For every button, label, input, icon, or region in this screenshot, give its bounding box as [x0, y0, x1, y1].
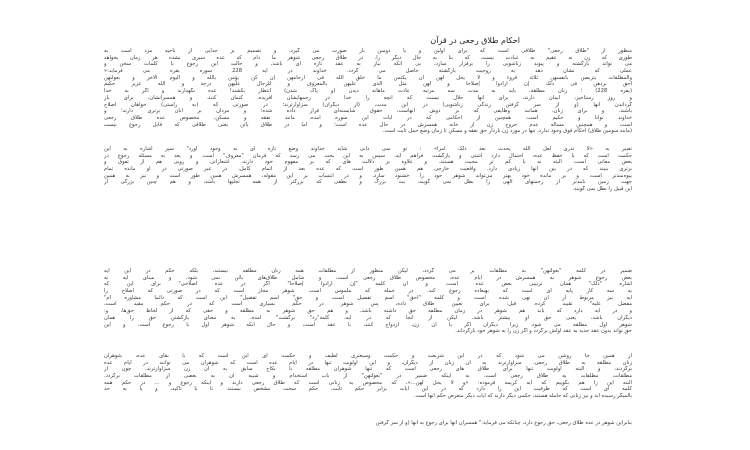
paragraph-line: است، و همچنین مسأله عدم خروج زن از خانه همسرش در حال عده است؛ و اما در طلاق بائن یعنی طلاقی که قابل رجوع نیست	[104, 121, 632, 128]
paragraph-3	[104, 268, 632, 335]
paragraph-line: (مانند سومین طلاق) احکام فوق وجود ندارد، تنها در مورد زن باردار حق نفقه و مسکن تا زمان وضع حمل ثابت است.	[382, 128, 632, 135]
paragraph-line: زنان مطلقه به طلاق رجعی، سزاوارترند به آن زنان از دیگران، و این اولویت تنها در ایام عده است که شوهران می توانند در ایام عده	[104, 359, 632, 366]
paragraph-line: به سه کار پایه ای است که بهبعاده رجوع کند. در جمله که ملموس است، شوهر مجاز است که در صورتی که اصلاح را	[104, 288, 632, 295]
paragraph-line: أحق بردهن فی ذلک إن أرادوا إصلاحا و لهن مثل الذی علیهن بالمعروف و للرجال علیهن درجة و الله عزیز حکیم	[104, 81, 632, 88]
paragraph-line: اشاره "ذلک" همان ترتیبی بعض عده است، و آن کلمه "إن أرادوا إصلاحا" اگر در عده اصلاحی" برای این که	[104, 281, 632, 288]
paragraph-line: کلمه ای است که ظرفیت این را دارد که در این آیات برابر حکم ثابت، حکم سخت مشخص نیستند. تا با تأکید، و یا به حد	[104, 386, 632, 393]
paragraph-line: باشند. و برای زنان، همانند وظایفی که بر دوش آنهاست، حقوق شایسته‌ای قرار داده شده؛ و مردان بر آنان برتری دارند؛ و	[104, 108, 632, 115]
paragraph-line: بعض رجوع شوهر به همسرش در ایام عده، مخصوص طلاق رجعی است، و شامل طلاق‌های بائن نمی شود، و مبنای آیه به	[104, 274, 632, 281]
paragraph-line: البته این را هم بگوییم که آیه کریمه فرموده: «و لا یحل لهن...»، که مخصوص به زنانی است که طلاق رجعی دارند و اینکه رجوع و ... در حکم همه	[104, 379, 632, 386]
paragraph-line: بالمیگر رسیده اند و نیز زنانی که حامله هستند، حکمی دیگر دارند که آیات دیگر متعرض حکم آنها است.	[413, 393, 632, 400]
paragraph-line: بنابراین شوهر در عده طلاق رجعی، حق رجوع دارد، چنانکه می فرماید:" همسران آنها برای رجوع به آنها (و از سر گرفتن	[375, 420, 632, 426]
paragraph-line: جهت زمین نامدتر از رحمتهای الهی را بطل نمی گویند، بت بزرگ و نطقی که بزرگتر از همه تجلیها باشد، و هم چنین بزرگی از	[104, 179, 632, 186]
paragraph-line: ضمیر در کلمه "بعولتهن" به مطلقات بر می گردد، لیکن منظور از مطلقات همه زنان مطلقه نیستند، بلکه حکم در این آیه	[104, 268, 632, 274]
paragraph-line: دیگران باشد، یعنی حق او بیشتر باشد. لیکن از آنجا که در آیه، کلمه"رد" برگشت" آمده، به معنای بازگشتن حق را همان	[104, 314, 632, 321]
paragraph-line: شوهر اول مطلقه می شود. زیرا دیگران اگر با آن زن، ازدواج کنند، با عقد است، و حال آنکه شوهر اول با رجوع است، و این	[104, 321, 632, 328]
paragraph-line: (بقره 228) ؛ زنان مطلقه، باید به مدت سه مرتبه عادت ماهانه دیدن (و پاک شدن) انتظار بکشند! عده نگهدارند و اگر به خدا	[104, 88, 632, 95]
paragraph-line: حق تواند بدون عقد جدید به عقد اولش برگردد و اگر زن را به شوهر خود بازگرداند.	[455, 328, 632, 335]
paragraph-line: بعض معانی است، البته نه با کم تر محبت هستند. و علاوه بر دلالت های که بر مفهوم خود دارند، اشعاراتی و رویی هم از تفوق و	[104, 159, 632, 166]
paragraph-line: برتری ببیند که در بین آنها زیادی دارد. واقعیت خارجی هم همین طور است که عده بعد از اتمام کامل، در غیر صورتی در او مانده تمام	[104, 166, 632, 173]
paragraph-line: این قبیل را بطل نمی گویند.	[572, 186, 632, 193]
paragraph-line: گرداندن آنها (و از سر گرفتن زندگی زناشویی) در این مدت، (از دیگران) سزاوارترند؛ در صورتی که (به راستی) خواهان اصلاح	[104, 101, 632, 108]
paragraph-line: حکمت است که با حفظ عده، احتمال دارد آشتی و بازگشت فراهم آید. سپس به این بحث می رسد که فرمان "معروف" است. و بعد به مسئله رجوع در	[104, 152, 632, 159]
paragraph-line: مفضل علیه" تقیید کرده. قیل: برای تعیین طلاق داده، پس شوهر در حکم بسیاری است که در حکم مقید است،	[104, 301, 632, 308]
page-title: احکام طلاق رجعی در قرآن	[430, 36, 520, 45]
document-page	[104, 28, 632, 444]
paragraph-line: عملی که نشان دهد به زوجیت بازگشته حاصل می گردد. خداوند در آیه 228 سوره بقره می فرماید:«	[104, 68, 632, 75]
paragraph-line: برگردند، و البته اولویت تنها برای طلاق های رجعی است که تنها شوهران مطلقه با نکاح سابق به آن زن سزاوارترند، چون از	[104, 366, 632, 373]
paragraph-line: از همین جا روشن می شود که در این شریعت و حکمت وسیعتری لطیف و حکمت ای این است که با بقای عده، شوهران	[104, 353, 632, 359]
paragraph-2	[104, 146, 632, 193]
paragraph-1	[104, 48, 632, 135]
paragraph-line: آیه نیز مربوط از آن نهی شده است، و کلمه "أحق" اسم تفضیل است، و حق" اسم تفضیل" این است که دائما مشاوره ام"	[104, 294, 632, 301]
paragraph-line: منظور از "طلاق رجعی" طلاقی است که برای اولین و یا دومین بار صورت می گیرد، و تصمیم بر جدایی از ناحیه مرد است به	[104, 48, 632, 54]
paragraph-line: طوری که زن نه عقیم به عبادت نیست که بنا به حال دیگر را. در طلاق رجعی شوهر ما دام که عده سپری نشده هر زمان بخواهد	[104, 54, 632, 61]
paragraph-line: والمطلقات یتربصن بأنفسهن ثلاثة قروء و لا یحل لهن أن یکتمن ما خلق الله فی أرحامهن إن کن یؤمن بالله و الیوم الآخر و بعولتهن	[104, 74, 632, 81]
paragraph-5	[104, 420, 632, 427]
paragraph-line: تعبیر به «لا تدری لعل الله یحدث بعد ذلک أمرا» : تو نمی دانی شاید خداوند وضع تازه ای به وجود آورد" سپر اشاره به این	[104, 146, 632, 152]
paragraph-line: می تواند بازگشته و پیوند زناشویی را برقرار سازد، بی آنکه نیاز به عقد تازه ای باشد، و حالت این رجوع با کلمات سخن و	[104, 61, 632, 68]
paragraph-line: بیوه‌مندتر است، و بر مانده خود بهتر می‌تواند شوهر خود را خشنود سازد، و در انتساب بر این مقوله، همسرش همین طور است و نیز به همین	[104, 172, 632, 179]
paragraph-line: مطلقات، مطلقات به طلاق رجعی است. به اینکه ضمیر در "بعولتهن" از باب استخدام و شبیه آن به بعضی از مطلقات برگردد.	[104, 373, 632, 380]
paragraph-4	[104, 353, 632, 400]
paragraph-line: خداوند توانا و حکیم است. همچنین از احکامی که در آیات این سوره آمده، مانند نفقه و مسکن، مخصوص عده طلاق رجعی	[104, 114, 632, 121]
paragraph-line: و در آیه دارد که باید هم شوهر در زمان مطلقه حق داشته باشد، و هم حق شوهر به مطلقه و حقی که از لحاظ حق‌ها، و:	[104, 308, 632, 315]
paragraph-line: و روز رستاخیز، ایمان دارند، برای آنها حلال نیست که آنچه را خدا در رحمهایشان آفریده، کتمان کنند. و همسرانشان، برای باز	[104, 94, 632, 101]
